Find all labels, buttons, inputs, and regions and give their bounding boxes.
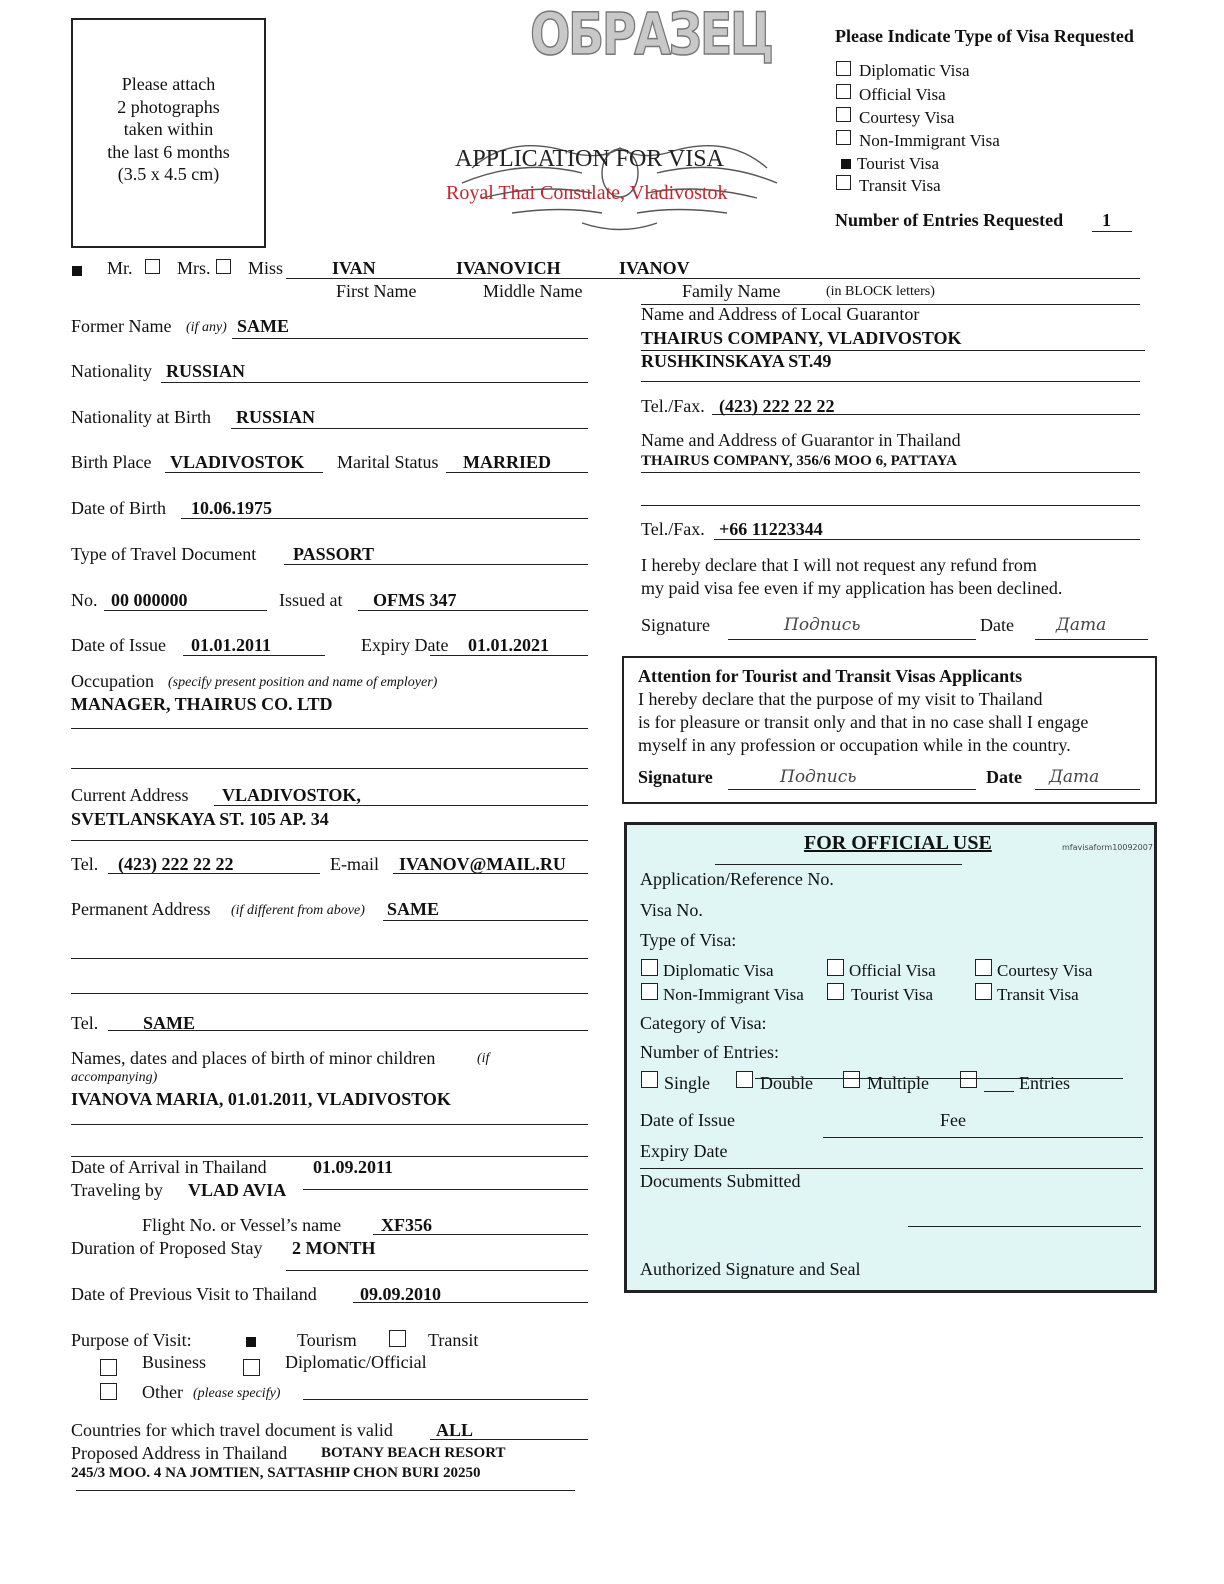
official-checkbox-double[interactable]	[736, 1071, 753, 1088]
email-value[interactable]: IVANOV@MAIL.RU	[399, 854, 566, 874]
thai-guarantor-value[interactable]: THAIRUS COMPANY, 356/6 MOO 6, PATTAYA	[641, 453, 957, 469]
title-mr-checked[interactable]	[72, 266, 82, 276]
passport-no-value[interactable]: 00 000000	[111, 590, 188, 610]
nationality-birth-value[interactable]: RUSSIAN	[236, 407, 316, 427]
first-name-value[interactable]: IVAN	[332, 258, 376, 278]
children-label: Names, dates and places of birth of minor children	[71, 1048, 436, 1068]
visa-option-label: Official Visa	[859, 85, 946, 104]
attention-signature-value[interactable]: Подпись	[780, 767, 857, 787]
checkbox-purpose-diplomatic[interactable]	[243, 1359, 260, 1376]
official-type-option: Non-Immigrant Visa	[663, 985, 804, 1004]
photo-line: taken within	[123, 119, 214, 139]
photo-line: (3.5 x 4.5 cm)	[117, 164, 220, 184]
official-type-option: Tourist Visa	[851, 985, 934, 1004]
official-entry-single: Single	[664, 1073, 711, 1093]
checkbox-transit-visa[interactable]	[836, 175, 851, 190]
purpose-tourism-checked[interactable]	[246, 1337, 256, 1347]
attention-date-label: Date	[986, 767, 1022, 787]
purpose-label: Purpose of Visit:	[71, 1330, 192, 1350]
consulate-name: Royal Thai Consulate, Vladivostok	[446, 182, 728, 204]
children-note-1: (if	[477, 1051, 490, 1066]
dob-value[interactable]: 10.06.1975	[191, 498, 272, 518]
official-checkbox-official[interactable]	[827, 959, 844, 976]
purpose-other-label: Other	[142, 1382, 183, 1402]
official-checkbox-tourist[interactable]	[827, 983, 844, 1000]
duration-value[interactable]: 2 MONTH	[292, 1238, 376, 1258]
tel-fax-label: Tel./Fax.	[641, 396, 705, 416]
form-title: APPLICATION FOR VISA	[455, 146, 724, 172]
visa-option-label: Tourist Visa	[857, 154, 940, 173]
official-entries-label: Number of Entries:	[640, 1042, 779, 1062]
official-use-title: FOR OFFICIAL USE	[804, 832, 992, 854]
purpose-transit-label: Transit	[428, 1330, 479, 1350]
children-note-2: accompanying)	[71, 1070, 158, 1085]
traveling-by-value[interactable]: VLAD AVIA	[188, 1180, 287, 1200]
title-miss-label: Miss	[248, 258, 284, 278]
local-guarantor-line-1[interactable]: THAIRUS COMPANY, VLADIVOSTOK	[641, 328, 962, 348]
official-visa-no-label: Visa No.	[640, 900, 703, 920]
checkbox-tourist-visa-checked[interactable]	[841, 159, 851, 169]
official-type-option: Diplomatic Visa	[663, 961, 774, 980]
official-auth-signature-label: Authorized Signature and Seal	[640, 1259, 861, 1279]
entries-requested-label: Number of Entries Requested	[835, 210, 1064, 230]
tel-fax-value[interactable]: (423) 222 22 22	[719, 396, 835, 416]
official-checkbox-non-immigrant[interactable]	[641, 983, 658, 1000]
prev-visit-value[interactable]: 09.09.2010	[360, 1284, 441, 1304]
official-entry-double: Double	[760, 1073, 813, 1093]
purpose-other-note: (please specify)	[193, 1386, 281, 1401]
arrival-value[interactable]: 01.09.2011	[313, 1157, 394, 1177]
sample-stamp: ОБРАЗЕЦ	[530, 0, 772, 68]
children-value[interactable]: IVANOVA MARIA, 01.01.2011, VLADIVOSTOK	[71, 1089, 451, 1109]
nationality-birth-label: Nationality at Birth	[71, 407, 211, 427]
official-type-option: Official Visa	[849, 961, 936, 980]
official-category-label: Category of Visa:	[640, 1013, 767, 1033]
official-checkbox-entries[interactable]	[960, 1071, 977, 1088]
family-name-value[interactable]: IVANOV	[619, 258, 690, 278]
purpose-business-label: Business	[142, 1352, 207, 1372]
date-label: Date	[980, 615, 1014, 635]
title-mr-label: Mr.	[107, 258, 133, 278]
official-checkbox-multiple[interactable]	[843, 1071, 860, 1088]
flight-value[interactable]: XF356	[381, 1215, 432, 1235]
email-label: E-mail	[330, 854, 379, 874]
visa-option-label: Diplomatic Visa	[859, 61, 970, 80]
first-name-label: First Name	[336, 281, 417, 301]
purpose-diplomatic-label: Diplomatic/Official	[285, 1352, 427, 1372]
official-expiry-label: Expiry Date	[640, 1141, 728, 1161]
proposed-address-label: Proposed Address in Thailand	[71, 1443, 288, 1463]
title-mrs-label: Mrs.	[177, 258, 211, 278]
photo-line: Please attach	[121, 74, 216, 94]
tel-label: Tel.	[71, 854, 99, 874]
tel-fax2-label: Tel./Fax.	[641, 519, 705, 539]
current-address-line-1[interactable]: VLADIVOSTOK,	[222, 785, 361, 805]
checkbox-diplomatic-visa[interactable]	[836, 61, 851, 76]
flight-label: Flight No. or Vessel’s name	[142, 1215, 342, 1235]
visa-option-label: Courtesy Visa	[859, 108, 955, 127]
issued-at-label: Issued at	[279, 590, 343, 610]
checkbox-purpose-other[interactable]	[100, 1383, 117, 1400]
permanent-address-note: (if different from above)	[231, 903, 365, 918]
attention-date-value[interactable]: Дата	[1049, 767, 1100, 787]
photo-box	[71, 18, 266, 248]
checkbox-purpose-transit[interactable]	[389, 1330, 406, 1347]
checkbox-official-visa[interactable]	[836, 84, 851, 99]
countries-label: Countries for which travel document is valid	[71, 1420, 393, 1440]
visa-option-label: Non-Immigrant Visa	[859, 131, 1000, 150]
checkbox-purpose-business[interactable]	[100, 1359, 117, 1376]
permanent-address-value[interactable]: SAME	[387, 899, 440, 919]
occupation-note: (specify present position and name of employer)	[168, 675, 438, 690]
date-value[interactable]: Дата	[1056, 615, 1107, 635]
marital-status-value[interactable]: MARRIED	[463, 452, 551, 472]
refund-declaration-line-2: my paid visa fee even if my application has been declined.	[641, 578, 1063, 598]
local-guarantor-line-2[interactable]: RUSHKINSKAYA ST.49	[641, 351, 832, 371]
nationality-value[interactable]: RUSSIAN	[166, 361, 246, 381]
tel2-label: Tel.	[71, 1013, 99, 1033]
local-guarantor-label: Name and Address of Local Guarantor	[641, 304, 920, 324]
issued-at-value[interactable]: OFMS 347	[373, 590, 457, 610]
tel2-value[interactable]: SAME	[143, 1013, 196, 1033]
date-issue-label: Date of Issue	[71, 635, 166, 655]
prev-visit-label: Date of Previous Visit to Thailand	[71, 1284, 317, 1304]
checkbox-mrs[interactable]	[145, 259, 160, 274]
nationality-label: Nationality	[71, 361, 152, 381]
marital-status-label: Marital Status	[337, 452, 439, 472]
former-name-note: (if any)	[186, 320, 227, 335]
travel-doc-value[interactable]: PASSORT	[293, 544, 375, 564]
family-name-label: Family Name	[682, 281, 781, 301]
photo-line: the last 6 months	[107, 141, 230, 162]
official-type-option: Transit Visa	[997, 985, 1079, 1004]
date-issue-value[interactable]: 01.01.2011	[191, 635, 272, 655]
duration-label: Duration of Proposed Stay	[71, 1238, 263, 1258]
attention-signature-label: Signature	[638, 767, 713, 787]
travel-doc-label: Type of Travel Document	[71, 544, 257, 564]
official-checkbox-single[interactable]	[641, 1071, 658, 1088]
official-entry-entries: Entries	[1019, 1073, 1070, 1093]
attention-line-2: is for pleasure or transit only and that in no case shall I engage	[638, 712, 1089, 732]
signature-label: Signature	[641, 615, 710, 635]
birth-place-value[interactable]: VLADIVOSTOK	[170, 452, 305, 472]
current-address-label: Current Address	[71, 785, 189, 805]
checkbox-courtesy-visa[interactable]	[836, 107, 851, 122]
official-documents-label: Documents Submitted	[640, 1171, 801, 1191]
signature-value[interactable]: Подпись	[784, 615, 861, 635]
middle-name-label: Middle Name	[483, 281, 583, 301]
entries-requested-value: 1	[1102, 210, 1111, 230]
purpose-tourism-label: Tourism	[297, 1330, 357, 1350]
proposed-address-line-1[interactable]: BOTANY BEACH RESORT	[321, 1445, 506, 1461]
form-code: mfavisaform10092007	[1062, 843, 1153, 852]
dob-label: Date of Birth	[71, 498, 166, 518]
block-letters-note: (in BLOCK letters)	[826, 284, 935, 299]
checkbox-miss[interactable]	[216, 259, 231, 274]
occupation-value[interactable]: MANAGER, THAIRUS CO. LTD	[71, 694, 333, 714]
middle-name-value[interactable]: IVANOVICH	[456, 258, 561, 278]
official-type-label: Type of Visa:	[640, 930, 737, 950]
attention-title: Attention for Tourist and Transit Visas Applicants	[638, 666, 1023, 686]
official-fee-label: Fee	[940, 1110, 966, 1130]
proposed-address-line-2[interactable]: 245/3 MOO. 4 NA JOMTIEN, SATTASHIP CHON BURI 20250	[71, 1465, 481, 1481]
expiry-date-label: Expiry Date	[361, 635, 449, 655]
visa-option-label: Transit Visa	[859, 176, 941, 195]
refund-declaration-line-1: I hereby declare that I will not request any refund from	[641, 555, 1037, 575]
traveling-by-label: Traveling by	[71, 1180, 163, 1200]
tel-value[interactable]: (423) 222 22 22	[118, 854, 234, 874]
birth-place-label: Birth Place	[71, 452, 152, 472]
official-date-issue-label: Date of Issue	[640, 1110, 735, 1130]
photo-line: 2 photographs	[117, 96, 220, 117]
current-address-line-2[interactable]: SVETLANSKAYA ST. 105 AP. 34	[71, 809, 329, 829]
former-name-label: Former Name	[71, 316, 172, 336]
permanent-address-label: Permanent Address	[71, 899, 211, 919]
thai-guarantor-label: Name and Address of Guarantor in Thailand	[641, 430, 961, 450]
visa-type-heading: Please Indicate Type of Visa Requested	[835, 26, 1134, 46]
official-app-ref-label: Application/Reference No.	[640, 869, 834, 889]
former-name-value[interactable]: SAME	[237, 316, 290, 336]
occupation-label: Occupation	[71, 671, 154, 691]
passport-no-label: No.	[71, 590, 98, 610]
expiry-date-value[interactable]: 01.01.2021	[468, 635, 549, 655]
official-type-option: Courtesy Visa	[997, 961, 1093, 980]
attention-line-3: myself in any profession or occupation while in the country.	[638, 735, 1071, 755]
official-checkbox-courtesy[interactable]	[975, 959, 992, 976]
checkbox-non-immigrant-visa[interactable]	[836, 130, 851, 145]
official-checkbox-transit[interactable]	[975, 983, 992, 1000]
official-checkbox-diplomatic[interactable]	[641, 959, 658, 976]
attention-line-1: I hereby declare that the purpose of my visit to Thailand	[638, 689, 1043, 709]
official-entry-multiple: Multiple	[867, 1073, 929, 1093]
arrival-label: Date of Arrival in Thailand	[71, 1157, 267, 1177]
tel-fax2-value[interactable]: +66 11223344	[719, 519, 823, 539]
countries-value[interactable]: ALL	[436, 1420, 474, 1440]
